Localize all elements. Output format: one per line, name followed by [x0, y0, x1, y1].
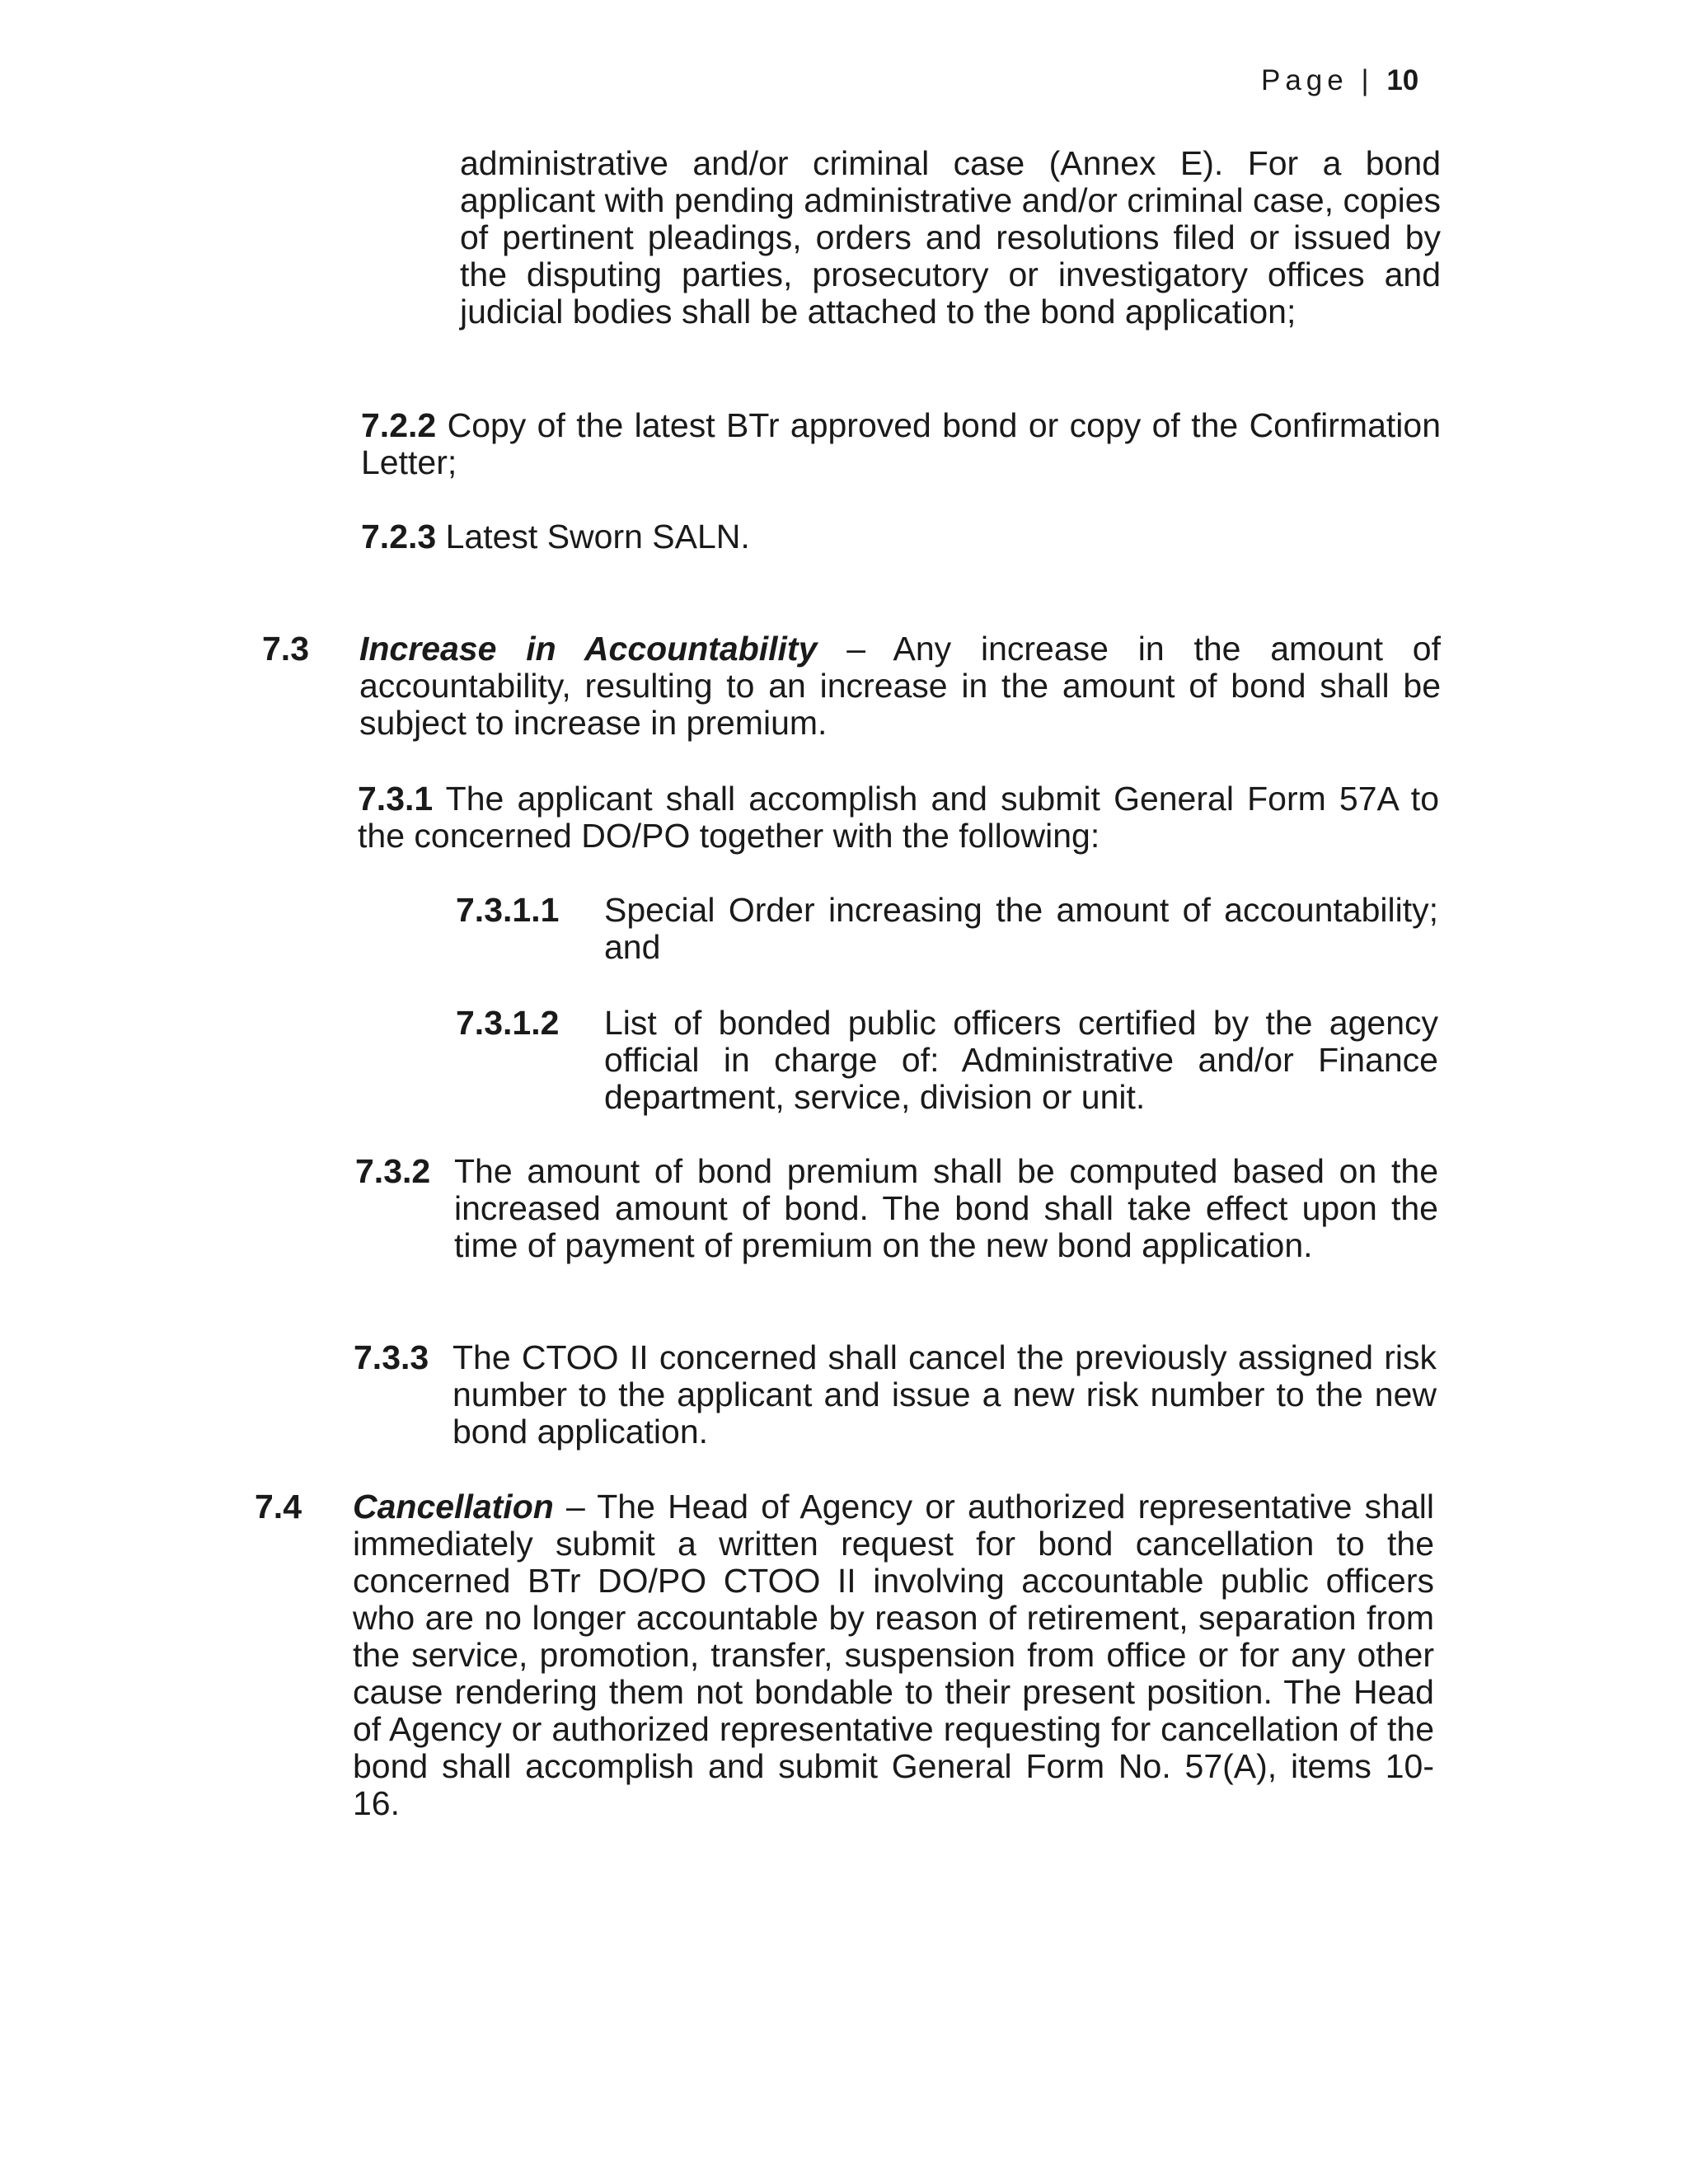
- section-7-2-2-number: 7.2.2: [361, 406, 437, 444]
- section-7-2-3: [361, 518, 1441, 555]
- section-7-3-1-text: The applicant shall accomplish and submit General Form 57A to the concerned DO/PO together with the following:: [358, 780, 1439, 855]
- section-7-3-3-text: The CTOO II concerned shall cancel the previously assigned risk number to the applicant and issue a new risk number to the new bond application.: [452, 1338, 1437, 1451]
- section-7-3: [359, 630, 1441, 742]
- section-7-3-1-number: 7.3.1: [358, 780, 434, 818]
- section-7-2-2: [361, 407, 1441, 481]
- section-7-3-3-number: 7.3.3: [354, 1338, 429, 1376]
- page-number: 10: [1386, 64, 1419, 96]
- section-7-3-1: [358, 780, 1439, 855]
- section-7-4-heading: Cancellation: [353, 1488, 554, 1526]
- section-7-3-2-text: The amount of bond premium shall be computed based on the increased amount of bond. The bond shall take effect upon the time of payment of premium on the new bond application.: [454, 1152, 1438, 1264]
- page-label: Page: [1261, 64, 1348, 96]
- continued-paragraph: administrative and/or criminal case (Annex E). For a bond applicant with pending administrative and/or criminal case, copies of pertinent pleadings, orders and resolutions filed or issued by the disputing parties, prosecutory or investigatory offices and judicial bodies shall be attached to the bond application;: [460, 144, 1441, 330]
- section-7-4-number: 7.4: [255, 1488, 302, 1526]
- section-7-2-2-text: Copy of the latest BTr approved bond or copy of the Confirmation Letter;: [361, 406, 1441, 481]
- section-7-3-2-number: 7.3.2: [355, 1152, 431, 1190]
- section-7-4-text: – The Head of Agency or authorized representative shall immediately submit a written request for bond cancellation to the concerned BTr DO/PO CTOO II involving accountable public officers who are no longer accountable by reason of retirement, separation from the service, promotion, transfer, suspension from office or for any other cause rendering them not bondable to their present position. The Head of Agency or authorized representative requesting for cancellation of the bond shall accomplish and submit General Form No. 57(A), items 10-16.: [353, 1488, 1434, 1822]
- section-7-3-number: 7.3: [262, 630, 309, 668]
- section-7-3-1-2-text: List of bonded public officers certified by the agency official in charge of: Administrative and/or Finance department, service, division or unit.: [604, 1004, 1438, 1116]
- section-7-3-heading: Increase in Accountability: [359, 630, 818, 668]
- section-7-2-3-number: 7.2.3: [361, 518, 437, 555]
- section-7-3-1-1-number: 7.3.1.1: [456, 891, 560, 929]
- section-7-3-1-1-text: Special Order increasing the amount of accountability; and: [604, 891, 1438, 966]
- section-7-3-text: – Any increase in the amount of accountability, resulting to an increase in the amount of bond shall be subject to increase in premium.: [359, 630, 1441, 742]
- section-7-3-1-2-number: 7.3.1.2: [456, 1004, 560, 1042]
- section-7-4: [353, 1488, 1434, 1822]
- section-7-2-3-text: Latest Sworn SALN.: [445, 518, 750, 555]
- page-separator: |: [1361, 64, 1374, 96]
- page-header: [1261, 64, 1451, 97]
